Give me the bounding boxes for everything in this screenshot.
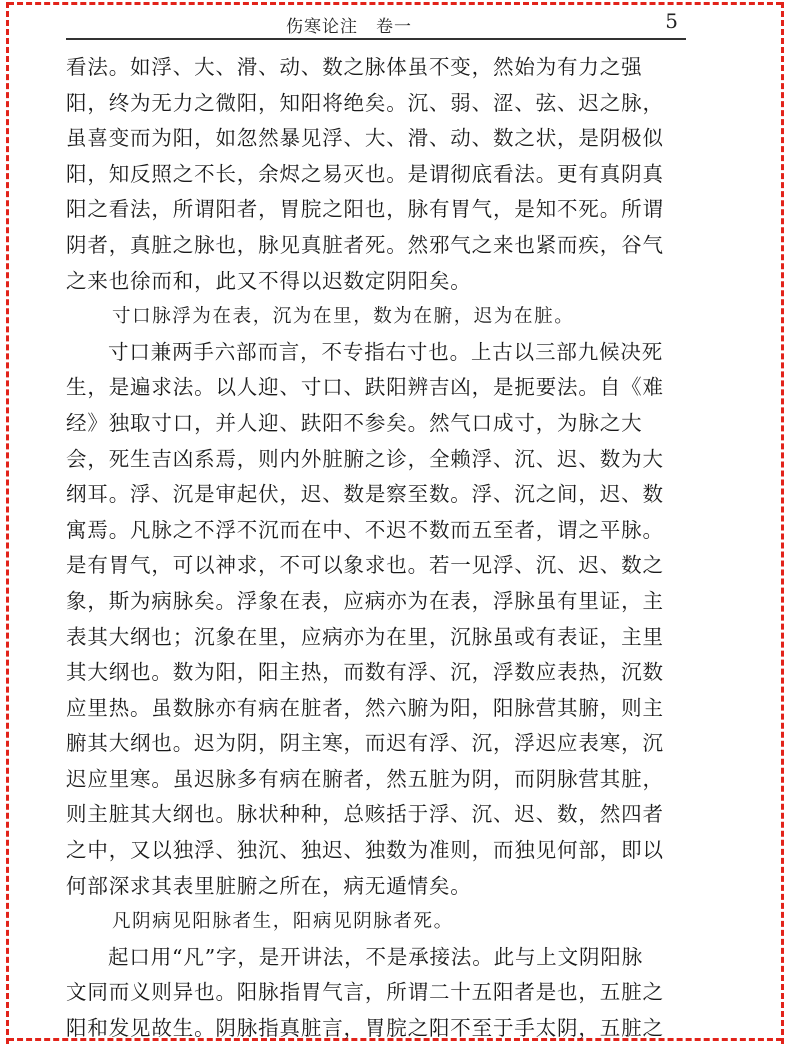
frame-left-border (6, 2, 9, 1044)
text-line: 虽喜变而为阳，如忽然暴见浮、大、滑、动、数之状，是阴极似 (66, 126, 664, 151)
text-line: 腑其大纲也。迟为阴，阴主寒，而迟有浮、沉，浮迟应表寒，沉 (66, 731, 664, 756)
text-line: 阳，终为无力之微阳，知阳将绝矣。沉、弱、涩、弦、迟之脉， (66, 90, 664, 115)
text-line: 阳之看法，所谓阳者，胃脘之阳也，脉有胃气，是知不死。所谓 (66, 197, 664, 222)
text-line: 何部深求其表里脏腑之所在，病无遁情矣。 (66, 873, 472, 898)
classic-verse: 凡阴病见阳脉者生，阳病见阴脉者死。 (112, 911, 454, 933)
text-line: 象，斯为病脉矣。浮象在表，应病亦为在表，浮脉虽有里证，主 (66, 588, 664, 613)
text-line: 表其大纲也；沉象在里，应病亦为在里，沉脉虽或有表证，主里 (66, 624, 664, 649)
text-line: 则主脏其大纲也。脉状种种，总赅括于浮、沉、迟、数，然四者 (66, 802, 664, 827)
text-line: 经》独取寸口，并人迎、趺阳不参矣。然气口成寸，为脉之大 (66, 410, 643, 435)
page-number: 5 (665, 9, 678, 33)
commentary-start: 寸口兼两手六部而言，不专指右寸也。上古以三部九候决死 (108, 339, 664, 364)
text-line: 其大纲也。数为阳，阳主热，而数有浮、沉，浮数应表热，沉数 (66, 660, 664, 685)
commentary-start: 起口用“凡”字，是开讲法，不是承接法。此与上文阴阳脉 (108, 944, 644, 969)
page-body (66, 50, 686, 1047)
text-line: 会，死生吉凶系焉，则内外脏腑之诊，全赖浮、沉、迟、数为大 (66, 446, 664, 471)
text-line: 阴者，真脏之脉也，脉见真脏者死。然邪气之来也紧而疾，谷气 (66, 232, 664, 257)
book-page (66, 0, 686, 1040)
text-line: 是有胃气，可以神求，不可以象求也。若一见浮、沉、迟、数之 (66, 553, 664, 578)
classic-verse: 寸口脉浮为在表，沉为在里，数为在腑，迟为在脏。 (112, 306, 575, 328)
running-header (66, 4, 686, 40)
text-line: 之来也徐而和，此又不得以迟数定阴阳矣。 (66, 268, 472, 293)
text-line: 文同而义则异也。阳脉指胃气言，所谓二十五阳者是也，五脏之 (66, 980, 664, 1005)
text-line: 寓焉。凡脉之不浮不沉而在中、不迟不数而五至者，谓之平脉。 (66, 517, 664, 542)
text-line: 之中，又以独浮、独沉、独迟、独数为准则，而独见何部，即以 (66, 838, 664, 863)
running-title: 伤寒论注 卷一 (286, 17, 412, 37)
frame-right-border (781, 2, 784, 1044)
text-line: 看法。如浮、大、滑、动、数之脉体虽不变，然始为有力之强 (66, 55, 643, 79)
text-line: 阳和发见故生。阴脉指真脏言，胃脘之阳不至于手太阴，五脏之 (66, 1016, 664, 1041)
text-line: 纲耳。浮、沉是审起伏，迟、数是察至数。浮、沉之间，迟、数 (66, 482, 664, 507)
text-line: 迟应里寒。虽迟脉多有病在腑者，然五脏为阴，而阴脉营其脏， (66, 766, 664, 791)
text-line: 应里热。虽数脉亦有病在脏者，然六腑为阳，阳脉营其腑，则主 (66, 695, 664, 720)
text-line: 生，是遍求法。以人迎、寸口、趺阳辨吉凶，是扼要法。自《难 (66, 375, 664, 400)
text-line: 阳，知反照之不长，余烬之易灭也。是谓彻底看法。更有真阴真 (66, 161, 664, 186)
